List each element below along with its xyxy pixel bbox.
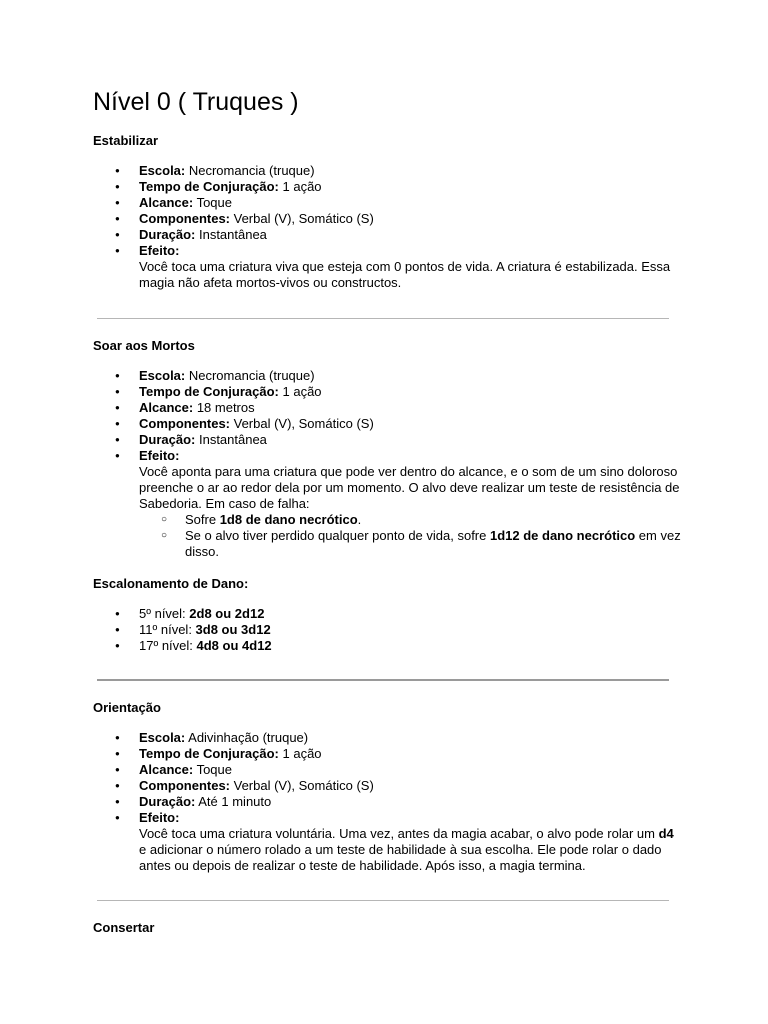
list-item bbox=[93, 368, 683, 384]
list-item bbox=[93, 448, 683, 560]
property-label: Alcance: bbox=[139, 195, 194, 210]
spell-title-estabilizar: Estabilizar bbox=[93, 133, 159, 148]
list-item bbox=[93, 638, 683, 654]
property-value: 1 ação bbox=[278, 746, 322, 761]
list-item bbox=[93, 606, 683, 622]
divider bbox=[97, 318, 669, 319]
property-label: Efeito: bbox=[139, 243, 180, 258]
property-label: Alcance: bbox=[139, 400, 194, 415]
list-item bbox=[93, 778, 683, 794]
level-label: 5º nível: bbox=[139, 606, 190, 621]
list-item bbox=[93, 195, 683, 211]
effect-text: Você toca uma criatura viva que esteja com 0 pontos de vida. A criatura é estabilizada. Essa magia não afeta mortos-vivos ou constructos. bbox=[139, 259, 671, 290]
property-value: Toque bbox=[193, 195, 232, 210]
text: Sofre bbox=[185, 512, 220, 527]
damage-scaling-list bbox=[93, 606, 683, 654]
list-item bbox=[93, 432, 683, 448]
effect-text: Você aponta para uma criatura que pode ver dentro do alcance, e o som de um sino doloroso preenche o ar ao redor dela por um momento. O alvo deve realizar um teste de resistência de Sabedoria. Em caso de falha: bbox=[139, 464, 680, 511]
property-value: Necromancia (truque) bbox=[185, 163, 315, 178]
damage-scaling-title: Escalonamento de Dano: bbox=[93, 576, 249, 591]
property-value: Verbal (V), Somático (S) bbox=[230, 211, 374, 226]
text: . bbox=[357, 512, 362, 527]
divider bbox=[97, 679, 669, 681]
property-label: Efeito: bbox=[139, 810, 180, 825]
damage-value: 3d8 ou 3d12 bbox=[195, 622, 271, 637]
list-item bbox=[93, 810, 683, 874]
list-item bbox=[93, 179, 683, 195]
list-item bbox=[93, 416, 683, 432]
list-item bbox=[93, 163, 683, 179]
level-label: 17º nível: bbox=[139, 638, 197, 653]
property-value: Toque bbox=[193, 762, 232, 777]
list-item bbox=[139, 512, 683, 528]
property-value: Instantânea bbox=[195, 432, 267, 447]
property-value: Verbal (V), Somático (S) bbox=[230, 416, 374, 431]
list-item bbox=[93, 794, 683, 810]
list-item bbox=[93, 400, 683, 416]
property-label: Duração: bbox=[139, 794, 196, 809]
property-label: Alcance: bbox=[139, 762, 194, 777]
property-label: Componentes: bbox=[139, 416, 230, 431]
list-item bbox=[139, 528, 683, 560]
property-value: 1 ação bbox=[278, 384, 322, 399]
list-item bbox=[93, 730, 683, 746]
spell-properties-orientacao bbox=[93, 730, 683, 874]
property-label: Tempo de Conjuração: bbox=[139, 746, 279, 761]
page-title: Nível 0 ( Truques ) bbox=[93, 88, 299, 116]
damage-value: 4d8 ou 4d12 bbox=[196, 638, 272, 653]
property-value: Necromancia (truque) bbox=[185, 368, 315, 383]
text: em vez disso. bbox=[185, 528, 681, 559]
list-item bbox=[93, 622, 683, 638]
list-item bbox=[93, 746, 683, 762]
divider bbox=[97, 900, 669, 901]
property-label: Efeito: bbox=[139, 448, 180, 463]
dice-text: d4 bbox=[658, 826, 674, 841]
list-item bbox=[93, 211, 683, 227]
property-value: Adivinhação (truque) bbox=[185, 730, 309, 745]
spell-properties-soar-aos-mortos bbox=[93, 368, 683, 560]
property-label: Componentes: bbox=[139, 211, 230, 226]
property-label: Tempo de Conjuração: bbox=[139, 384, 279, 399]
property-value: 18 metros bbox=[193, 400, 255, 415]
spell-title-orientacao: Orientação bbox=[93, 700, 161, 715]
list-item bbox=[93, 762, 683, 778]
list-item bbox=[93, 227, 683, 243]
property-value: Instantânea bbox=[195, 227, 267, 242]
damage-text: 1d8 de dano necrótico bbox=[219, 512, 358, 527]
spell-title-consertar: Consertar bbox=[93, 920, 155, 935]
property-label: Duração: bbox=[139, 432, 196, 447]
property-label: Escola: bbox=[139, 730, 186, 745]
property-value: Verbal (V), Somático (S) bbox=[230, 778, 374, 793]
damage-text: 1d12 de dano necrótico bbox=[489, 528, 636, 543]
damage-value: 2d8 ou 2d12 bbox=[189, 606, 265, 621]
text: Se o alvo tiver perdido qualquer ponto de vida, sofre bbox=[185, 528, 490, 543]
list-item bbox=[93, 384, 683, 400]
list-item bbox=[93, 243, 683, 291]
property-value: Até 1 minuto bbox=[195, 794, 272, 809]
spell-title-soar-aos-mortos: Soar aos Mortos bbox=[93, 338, 195, 353]
level-label: 11º nível: bbox=[139, 622, 196, 637]
effect-sub-list bbox=[139, 512, 683, 560]
effect-text: e adicionar o número rolado a um teste de habilidade à sua escolha. Ele pode rolar o dado antes ou depois de realizar o teste de habilidade. Após isso, a magia termina. bbox=[139, 842, 662, 873]
spell-properties-estabilizar bbox=[93, 163, 683, 291]
property-label: Duração: bbox=[139, 227, 196, 242]
property-label: Componentes: bbox=[139, 778, 230, 793]
property-value: 1 ação bbox=[278, 179, 322, 194]
property-label: Escola: bbox=[139, 163, 186, 178]
property-label: Escola: bbox=[139, 368, 186, 383]
property-label: Tempo de Conjuração: bbox=[139, 179, 279, 194]
effect-text: Você toca uma criatura voluntária. Uma vez, antes da magia acabar, o alvo pode rolar um bbox=[139, 826, 659, 841]
